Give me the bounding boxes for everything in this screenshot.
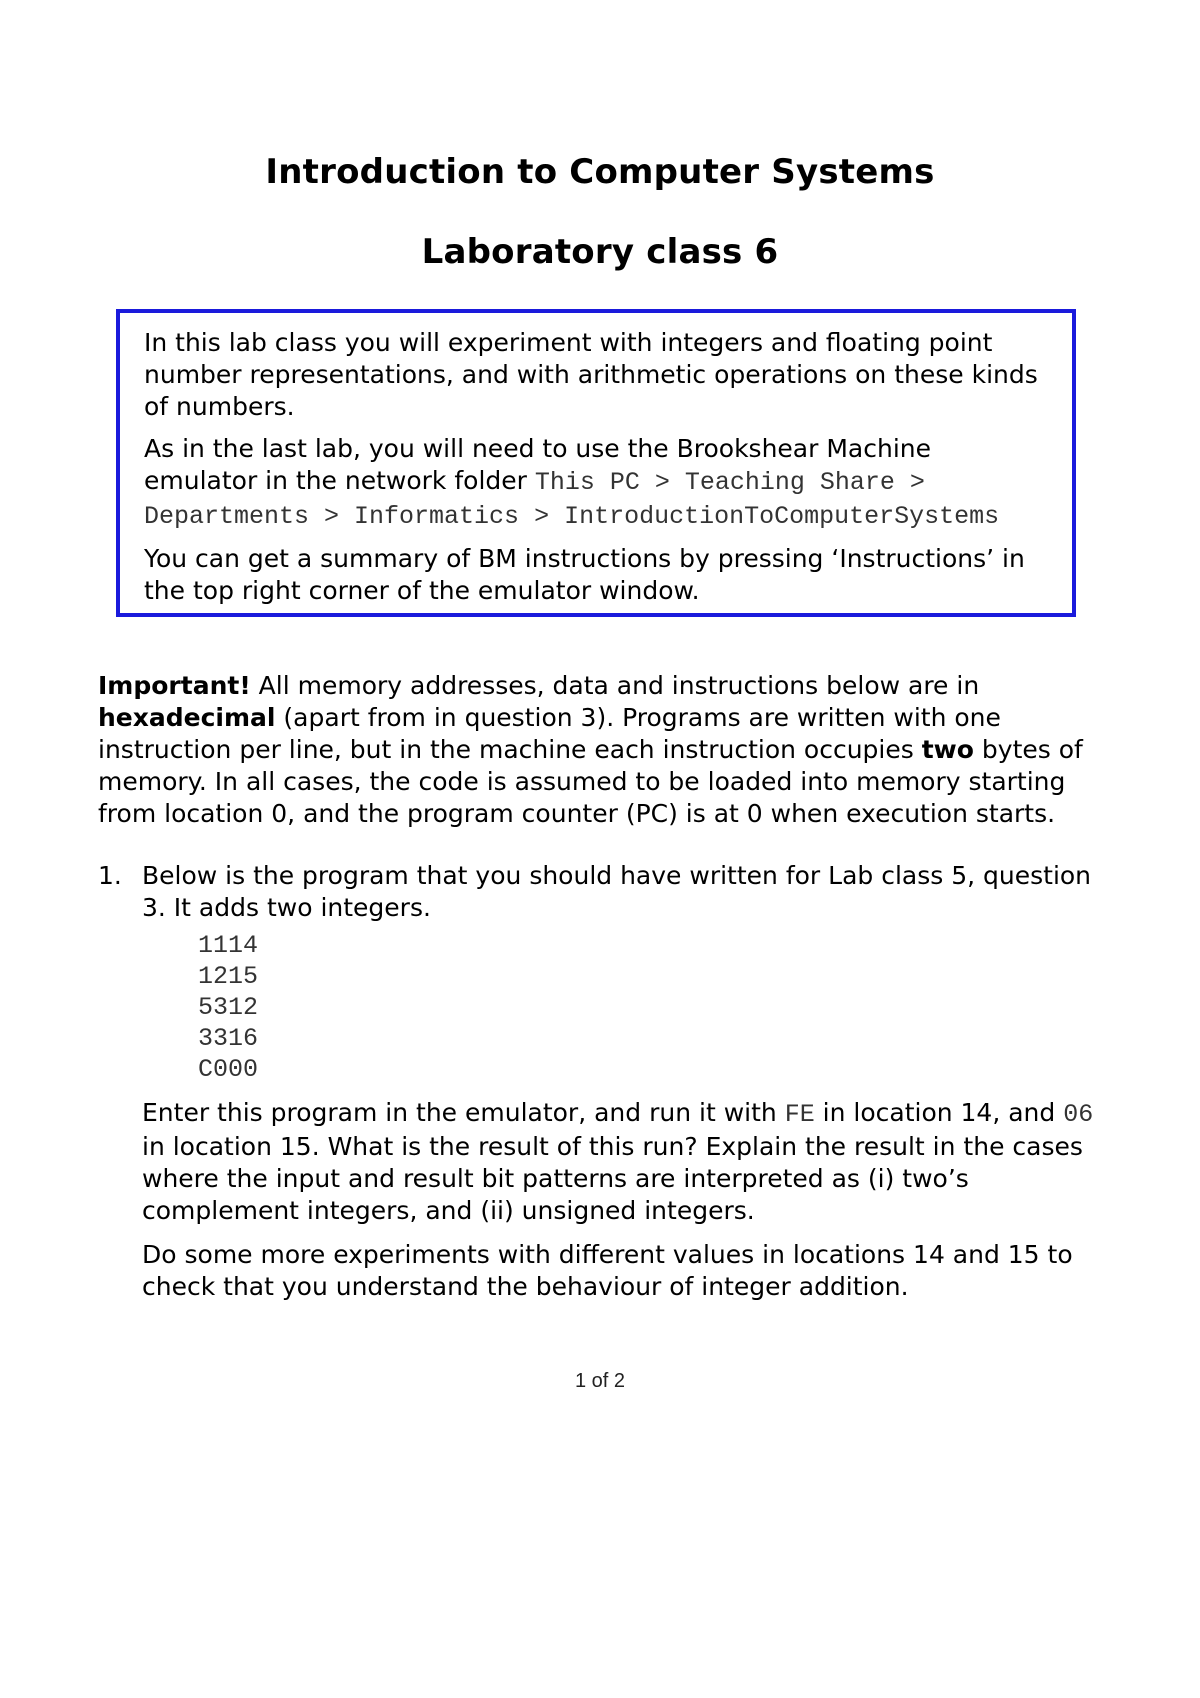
document-subtitle: Laboratory class 6 bbox=[421, 232, 779, 272]
intro-paragraph-2 bbox=[144, 433, 1052, 533]
intro-paragraph-2-text: As in the last lab, you will need to use the Brookshear Machine emulator in the network folder bbox=[144, 434, 931, 495]
two-emphasis: two bbox=[921, 735, 974, 764]
code-line: 1114 bbox=[198, 931, 259, 960]
intro-box bbox=[116, 309, 1076, 617]
hexadecimal-emphasis: hexadecimal bbox=[98, 703, 276, 732]
q1-text-a: Enter this program in the emulator, and run it with bbox=[142, 1098, 785, 1127]
question-1-intro: Below is the program that you should have written for Lab class 5, question 3. It adds two integers. bbox=[142, 861, 1092, 922]
code-line: C000 bbox=[198, 1055, 259, 1084]
question-1 bbox=[98, 860, 1108, 1315]
important-label: Important! bbox=[98, 671, 251, 700]
important-text-1: All memory addresses, data and instructions below are in bbox=[250, 671, 980, 700]
value-06: 06 bbox=[1063, 1100, 1094, 1129]
q1-text-b: in location 14, and bbox=[814, 1098, 1064, 1127]
question-number: 1. bbox=[98, 861, 122, 890]
question-1-instructions bbox=[142, 1097, 1108, 1227]
important-note bbox=[98, 670, 1098, 830]
code-line: 1215 bbox=[198, 962, 259, 991]
intro-paragraph-1: In this lab class you will experiment with integers and floating point number representations, and with arithmetic operations on these kinds of numbers. bbox=[144, 328, 1038, 421]
network-folder-path: This PC > Teaching Share > Departments > Informatics > IntroductionToComputerSystems bbox=[144, 468, 1000, 531]
page-number: 1 of 2 bbox=[574, 1370, 626, 1392]
program-code-listing bbox=[142, 930, 1108, 1085]
code-line: 3316 bbox=[198, 1024, 259, 1053]
question-1-followup: Do some more experiments with different values in locations 14 and 15 to check that you understand the behaviour of integer addition. bbox=[142, 1240, 1073, 1301]
important-text-2: (apart from in question 3). Programs are written with one instruction per line, but in the machine each instruction occupies bbox=[98, 703, 1001, 764]
intro-paragraph-3: You can get a summary of BM instructions by pressing ‘Instructions’ in the top right corner of the emulator window. bbox=[144, 544, 1025, 605]
code-line: 5312 bbox=[198, 993, 259, 1022]
document-title: Introduction to Computer Systems bbox=[265, 152, 935, 192]
value-fe: FE bbox=[784, 1100, 815, 1129]
important-text-3: bytes of memory. In all cases, the code is assumed to be loaded into memory starting from location 0, and the program counter (PC) is at 0 when execution starts. bbox=[98, 735, 1083, 828]
q1-text-c: in location 15. What is the result of this run? Explain the result in the cases where the input and result bit patterns are interpreted as (i) two’s complement integers, and (ii) unsigned integers. bbox=[142, 1132, 1083, 1225]
